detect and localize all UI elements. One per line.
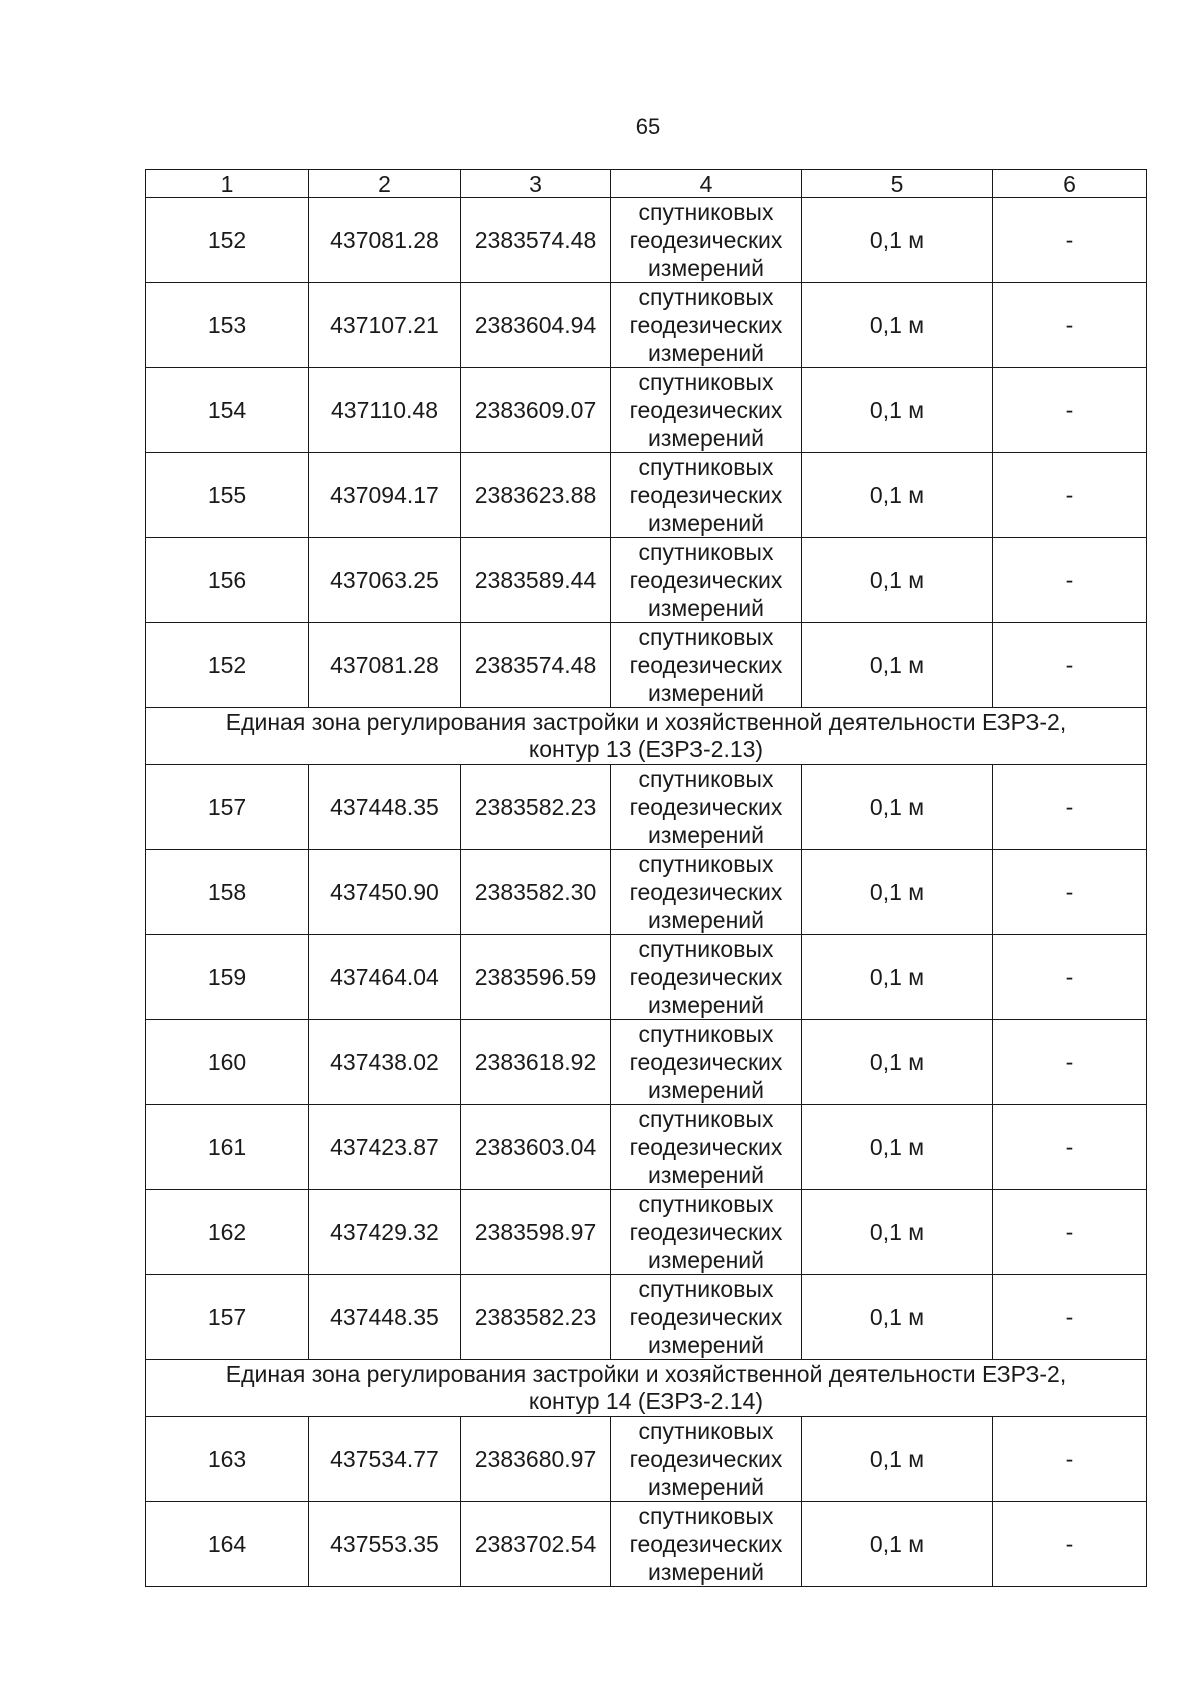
accuracy-cell: 0,1 м (802, 1105, 993, 1190)
method-line: измерений (648, 595, 764, 621)
y-coordinate-cell: 2383680.97 (461, 1417, 611, 1502)
note-cell: - (993, 283, 1147, 368)
accuracy-cell: 0,1 м (802, 453, 993, 538)
table-row (146, 538, 1147, 623)
method-cell (611, 935, 802, 1020)
x-coordinate-cell: 437063.25 (309, 538, 461, 623)
method-cell (611, 368, 802, 453)
y-coordinate-cell: 2383604.94 (461, 283, 611, 368)
method-line: измерений (648, 1474, 764, 1500)
method-line: измерений (648, 1332, 764, 1358)
method-line: спутниковых (638, 1191, 774, 1217)
note-cell: - (993, 623, 1147, 708)
table-body (146, 170, 1147, 1587)
table-row (146, 1275, 1147, 1360)
x-coordinate-cell: 437534.77 (309, 1417, 461, 1502)
header-row (146, 170, 1147, 198)
y-coordinate-cell: 2383574.48 (461, 623, 611, 708)
note-cell: - (993, 453, 1147, 538)
note-cell: - (993, 198, 1147, 283)
note-cell: - (993, 1020, 1147, 1105)
accuracy-cell: 0,1 м (802, 283, 993, 368)
method-line: геодезических (629, 227, 783, 253)
method-cell (611, 765, 802, 850)
note-cell: - (993, 1105, 1147, 1190)
column-header: 6 (993, 170, 1147, 198)
method-cell (611, 538, 802, 623)
point-number-cell: 155 (146, 453, 309, 538)
method-line: геодезических (629, 482, 783, 508)
method-line: измерений (648, 1162, 764, 1188)
method-line: спутниковых (638, 1021, 774, 1047)
note-cell: - (993, 935, 1147, 1020)
note-cell: - (993, 1190, 1147, 1275)
x-coordinate-cell: 437107.21 (309, 283, 461, 368)
point-number-cell: 158 (146, 850, 309, 935)
y-coordinate-cell: 2383618.92 (461, 1020, 611, 1105)
y-coordinate-cell: 2383582.30 (461, 850, 611, 935)
method-cell (611, 1275, 802, 1360)
x-coordinate-cell: 437081.28 (309, 623, 461, 708)
method-line: измерений (648, 1247, 764, 1273)
method-line: спутниковых (638, 936, 774, 962)
y-coordinate-cell: 2383623.88 (461, 453, 611, 538)
method-cell (611, 1020, 802, 1105)
method-line: геодезических (629, 1304, 783, 1330)
method-cell (611, 1502, 802, 1587)
method-line: измерений (648, 425, 764, 451)
method-line: измерений (648, 907, 764, 933)
section-heading (146, 708, 1147, 765)
table-row (146, 1502, 1147, 1587)
method-line: спутниковых (638, 1503, 774, 1529)
y-coordinate-cell: 2383598.97 (461, 1190, 611, 1275)
accuracy-cell: 0,1 м (802, 538, 993, 623)
method-line: измерений (648, 1559, 764, 1585)
method-line: измерений (648, 340, 764, 366)
point-number-cell: 162 (146, 1190, 309, 1275)
accuracy-cell: 0,1 м (802, 935, 993, 1020)
point-number-cell: 163 (146, 1417, 309, 1502)
table-row (146, 198, 1147, 283)
section-heading-row (146, 708, 1147, 765)
point-number-cell: 156 (146, 538, 309, 623)
section-heading-line: контур 13 (ЕЗРЗ-2.13) (528, 736, 764, 762)
method-line: спутниковых (638, 624, 774, 650)
accuracy-cell: 0,1 м (802, 198, 993, 283)
x-coordinate-cell: 437464.04 (309, 935, 461, 1020)
method-line: измерений (648, 1077, 764, 1103)
coordinates-table (145, 169, 1147, 1587)
method-line: спутниковых (638, 199, 774, 225)
y-coordinate-cell: 2383574.48 (461, 198, 611, 283)
table-row (146, 1105, 1147, 1190)
note-cell: - (993, 850, 1147, 935)
accuracy-cell: 0,1 м (802, 368, 993, 453)
method-line: спутниковых (638, 766, 774, 792)
method-line: спутниковых (638, 369, 774, 395)
method-line: измерений (648, 992, 764, 1018)
method-line: спутниковых (638, 1106, 774, 1132)
method-line: геодезических (629, 652, 783, 678)
method-line: измерений (648, 510, 764, 536)
x-coordinate-cell: 437081.28 (309, 198, 461, 283)
section-heading-row (146, 1360, 1147, 1417)
point-number-cell: 152 (146, 623, 309, 708)
y-coordinate-cell: 2383609.07 (461, 368, 611, 453)
x-coordinate-cell: 437438.02 (309, 1020, 461, 1105)
point-number-cell: 157 (146, 1275, 309, 1360)
method-cell (611, 850, 802, 935)
column-header: 3 (461, 170, 611, 198)
method-line: спутниковых (638, 454, 774, 480)
method-line: спутниковых (638, 284, 774, 310)
point-number-cell: 164 (146, 1502, 309, 1587)
table-row (146, 453, 1147, 538)
table-row (146, 623, 1147, 708)
accuracy-cell: 0,1 м (802, 1417, 993, 1502)
x-coordinate-cell: 437110.48 (309, 368, 461, 453)
method-cell (611, 623, 802, 708)
column-header: 4 (611, 170, 802, 198)
note-cell: - (993, 538, 1147, 623)
x-coordinate-cell: 437423.87 (309, 1105, 461, 1190)
table-row (146, 1417, 1147, 1502)
method-line: спутниковых (638, 1418, 774, 1444)
method-cell (611, 198, 802, 283)
point-number-cell: 153 (146, 283, 309, 368)
section-heading-line: контур 14 (ЕЗРЗ-2.14) (528, 1388, 764, 1414)
y-coordinate-cell: 2383589.44 (461, 538, 611, 623)
note-cell: - (993, 1417, 1147, 1502)
method-line: геодезических (629, 1446, 783, 1472)
note-cell: - (993, 765, 1147, 850)
y-coordinate-cell: 2383582.23 (461, 765, 611, 850)
table-row (146, 1020, 1147, 1105)
y-coordinate-cell: 2383596.59 (461, 935, 611, 1020)
method-line: геодезических (629, 1531, 783, 1557)
method-line: геодезических (629, 964, 783, 990)
accuracy-cell: 0,1 м (802, 1190, 993, 1275)
method-line: геодезических (629, 1219, 783, 1245)
accuracy-cell: 0,1 м (802, 623, 993, 708)
note-cell: - (993, 1502, 1147, 1587)
y-coordinate-cell: 2383603.04 (461, 1105, 611, 1190)
point-number-cell: 152 (146, 198, 309, 283)
x-coordinate-cell: 437429.32 (309, 1190, 461, 1275)
point-number-cell: 157 (146, 765, 309, 850)
note-cell: - (993, 1275, 1147, 1360)
point-number-cell: 159 (146, 935, 309, 1020)
column-header: 1 (146, 170, 309, 198)
accuracy-cell: 0,1 м (802, 1502, 993, 1587)
accuracy-cell: 0,1 м (802, 850, 993, 935)
accuracy-cell: 0,1 м (802, 765, 993, 850)
method-cell (611, 1417, 802, 1502)
method-line: спутниковых (638, 851, 774, 877)
table-row (146, 283, 1147, 368)
note-cell: - (993, 368, 1147, 453)
method-line: геодезических (629, 312, 783, 338)
y-coordinate-cell: 2383702.54 (461, 1502, 611, 1587)
table-row (146, 1190, 1147, 1275)
column-header: 2 (309, 170, 461, 198)
x-coordinate-cell: 437553.35 (309, 1502, 461, 1587)
y-coordinate-cell: 2383582.23 (461, 1275, 611, 1360)
point-number-cell: 154 (146, 368, 309, 453)
method-line: измерений (648, 680, 764, 706)
method-line: спутниковых (638, 1276, 774, 1302)
accuracy-cell: 0,1 м (802, 1275, 993, 1360)
method-line: измерений (648, 255, 764, 281)
page-number: 65 (635, 114, 661, 139)
method-cell (611, 1190, 802, 1275)
section-heading-line: Единая зона регулирования застройки и хозяйственной деятельности ЕЗРЗ-2, (225, 709, 1067, 735)
method-line: геодезических (629, 794, 783, 820)
point-number-cell: 161 (146, 1105, 309, 1190)
x-coordinate-cell: 437448.35 (309, 1275, 461, 1360)
table-row (146, 935, 1147, 1020)
method-line: геодезических (629, 397, 783, 423)
section-heading (146, 1360, 1147, 1417)
method-line: спутниковых (638, 539, 774, 565)
x-coordinate-cell: 437094.17 (309, 453, 461, 538)
method-line: геодезических (629, 879, 783, 905)
method-cell (611, 283, 802, 368)
x-coordinate-cell: 437448.35 (309, 765, 461, 850)
method-line: геодезических (629, 567, 783, 593)
accuracy-cell: 0,1 м (802, 1020, 993, 1105)
method-line: геодезических (629, 1049, 783, 1075)
table-row (146, 765, 1147, 850)
table-row (146, 850, 1147, 935)
x-coordinate-cell: 437450.90 (309, 850, 461, 935)
point-number-cell: 160 (146, 1020, 309, 1105)
section-heading-line: Единая зона регулирования застройки и хозяйственной деятельности ЕЗРЗ-2, (225, 1361, 1067, 1387)
method-cell (611, 1105, 802, 1190)
method-line: геодезических (629, 1134, 783, 1160)
table-row (146, 368, 1147, 453)
method-cell (611, 453, 802, 538)
column-header: 5 (802, 170, 993, 198)
method-line: измерений (648, 822, 764, 848)
